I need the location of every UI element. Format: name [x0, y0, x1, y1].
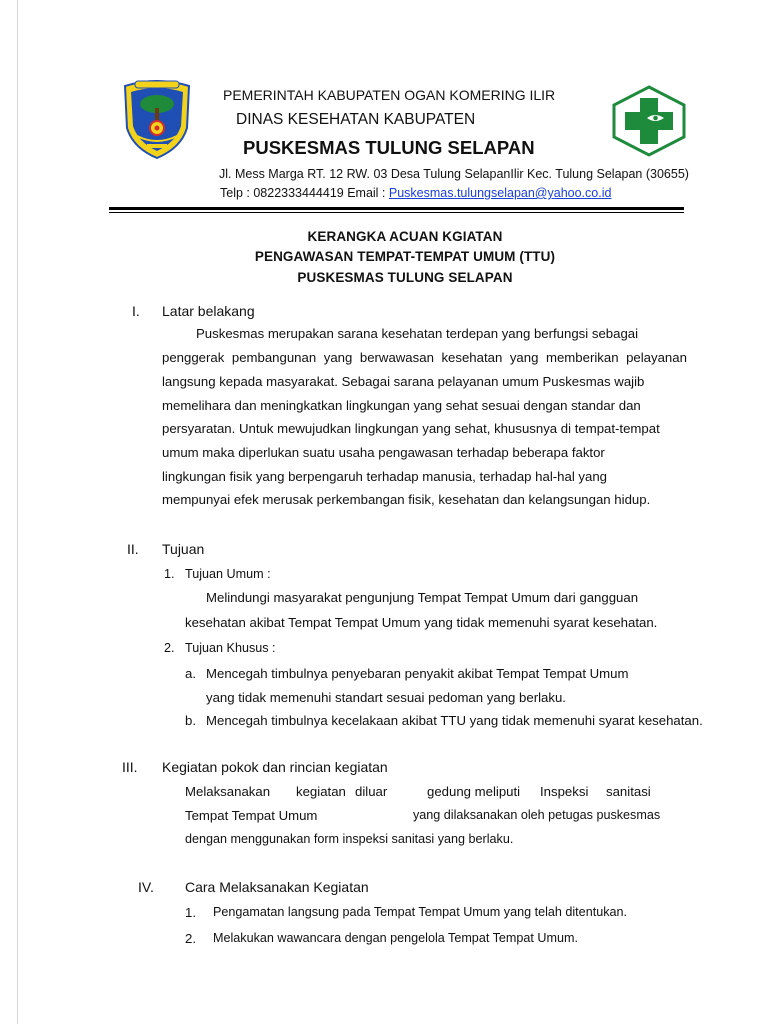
section-1-para-line: persyaratan. Untuk mewujudkan lingkungan yang sehat, khususnya di tempat-tempat	[162, 421, 660, 436]
tujuan-khusus-b-text: Mencegah timbulnya kecelakaan akibat TTU yang tidak memenuhi syarat kesehatan.	[206, 713, 703, 728]
tujuan-umum-label: Tujuan Umum :	[185, 567, 271, 581]
section-3-heading: Kegiatan pokok dan rincian kegiatan	[162, 759, 388, 775]
header-government: PEMERINTAH KABUPATEN OGAN KOMERING ILIR	[223, 87, 556, 103]
section-1-heading: Latar belakang	[162, 303, 255, 319]
tujuan-khusus-a-text: yang tidak memenuhi standart sesuai pedoman yang berlaku.	[206, 690, 566, 705]
header-divider-thin	[109, 212, 684, 213]
regency-emblem-logo	[121, 76, 193, 160]
section-4-item-number: 2.	[185, 931, 196, 946]
section-1-para-line: umum maka diperlukan suatu usaha pengawasan terhadap beberapa faktor	[162, 445, 605, 460]
tujuan-khusus-label: Tujuan Khusus :	[185, 641, 276, 655]
header-address: Jl. Mess Marga RT. 12 RW. 03 Desa Tulung SelapanIlir Kec. Tulung Selapan (30655)	[219, 167, 689, 181]
puskesmas-logo	[611, 85, 687, 157]
header-agency: DINAS KESEHATAN KABUPATEN	[236, 111, 476, 128]
section-3-text: Tempat Tempat Umum	[185, 808, 318, 823]
tujuan-khusus-number: 2.	[164, 641, 175, 655]
doc-title-line3: PUSKESMAS TULUNG SELAPAN	[297, 270, 513, 285]
tujuan-khusus-a-text: Mencegah timbulnya penyebaran penyakit akibat Tempat Tempat Umum	[206, 666, 629, 681]
contact-phone: Telp : 0822333444419 Email :	[220, 186, 389, 200]
tujuan-umum-number: 1.	[164, 567, 175, 581]
section-3-word: diluar	[355, 784, 388, 799]
section-1-para-line: Puskesmas merupakan sarana kesehatan terdepan yang berfungsi sebagai	[196, 326, 639, 341]
section-3-text: dengan menggunakan form inspeksi sanitasi yang berlaku.	[185, 832, 514, 846]
section-2-heading: Tujuan	[162, 541, 205, 557]
section-4-item-text: Melakukan wawancara dengan pengelola Tempat Tempat Umum.	[213, 931, 578, 945]
section-3-number: III.	[122, 759, 138, 775]
section-1-para-line: langsung kepada masyarakat. Sebagai sarana pelayanan umum Puskesmas wajib	[162, 374, 645, 389]
tujuan-khusus-a-marker: a.	[185, 666, 196, 681]
section-4-item-text: Pengamatan langsung pada Tempat Tempat Umum yang telah ditentukan.	[213, 905, 627, 919]
section-4-item-number: 1.	[185, 905, 196, 920]
tujuan-umum-text: Melindungi masyarakat pengunjung Tempat Tempat Umum dari gangguan	[206, 590, 639, 605]
section-4-number: IV.	[138, 879, 154, 895]
section-3-word: gedung meliputi	[427, 784, 521, 799]
tujuan-khusus-b-marker: b.	[185, 713, 196, 728]
tujuan-umum-text: kesehatan akibat Tempat Tempat Umum yang tidak memenuhi syarat kesehatan.	[185, 615, 658, 630]
section-1-para-line: mempunyai efek merusak perkembangan fisik, kesehatan dan kelangsungan hidup.	[162, 492, 651, 507]
page-edge	[17, 0, 18, 1024]
section-1-para-line: lingkungan fisik yang berpengaruh terhadap manusia, terhadap hal-hal yang	[162, 469, 608, 484]
section-3-text: yang dilaksanakan oleh petugas puskesmas	[413, 808, 661, 822]
section-3-word: kegiatan	[296, 784, 346, 799]
section-2-number: II.	[127, 541, 139, 557]
header-institution: PUSKESMAS TULUNG SELAPAN	[243, 137, 535, 158]
header-divider-thick	[109, 207, 684, 210]
section-4-heading: Cara Melaksanakan Kegiatan	[185, 879, 369, 895]
section-3-word: Melaksanakan	[185, 784, 271, 799]
email-link[interactable]: Puskesmas.tulungselapan@yahoo.co.id	[388, 186, 612, 200]
section-3-word: sanitasi	[606, 784, 651, 799]
section-1-para-line: memelihara dan meningkatkan lingkungan yang sehat sesuai dengan standar dan	[162, 398, 641, 413]
section-1-para-line: penggerak pembangunan yang berwawasan kesehatan yang memberikan pelayanan	[162, 350, 687, 365]
doc-title-line2: PENGAWASAN TEMPAT-TEMPAT UMUM (TTU)	[254, 249, 556, 264]
header-contact	[220, 186, 611, 200]
section-3-word: Inspeksi	[540, 784, 589, 799]
doc-title-line1: KERANGKA ACUAN KGIATAN	[307, 229, 503, 244]
section-1-number: I.	[132, 303, 140, 319]
